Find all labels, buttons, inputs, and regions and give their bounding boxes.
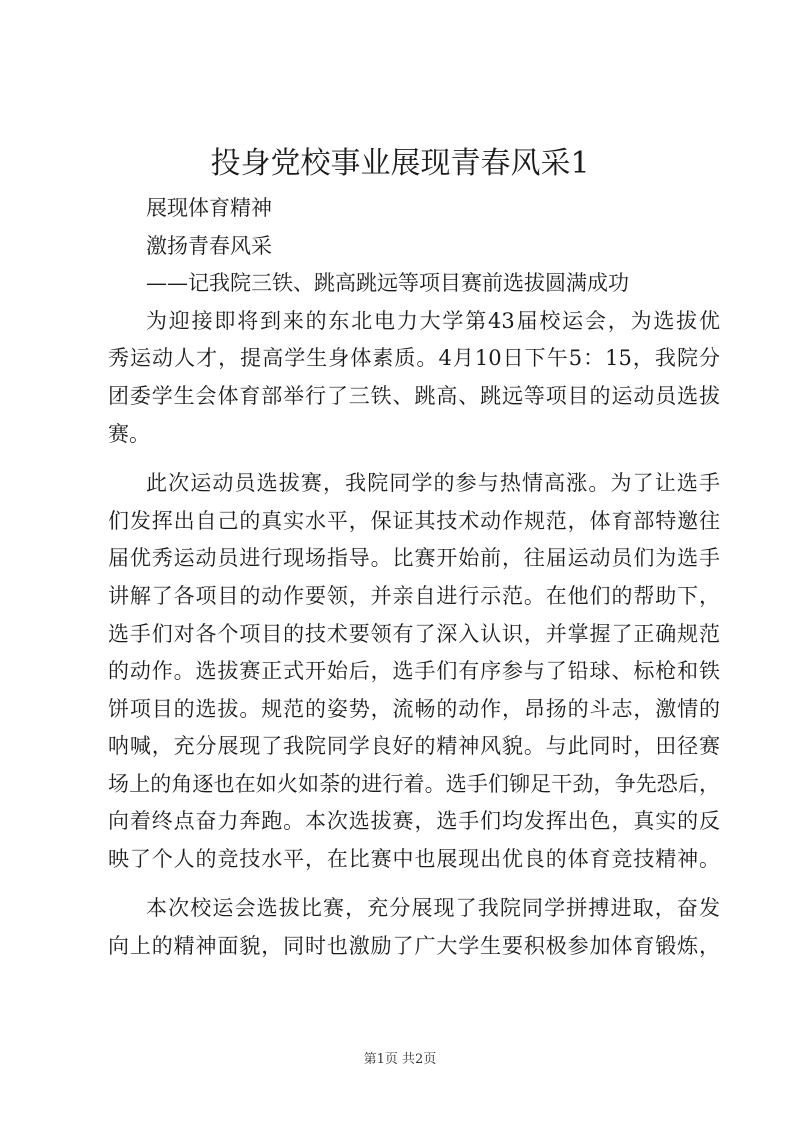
page-footer: 第1页 共2页	[363, 1052, 437, 1067]
paragraph-line: 们发挥出自己的真实水平，保证其技术动作规范，体育部特邀往	[108, 509, 720, 533]
paragraph-line: 饼项目的选拔。规范的姿势，流畅的动作，昂扬的斗志，激情的	[108, 697, 720, 721]
paragraph-line: 向着终点奋力奔跑。本次选拔赛，选手们均发挥出色，真实的反	[108, 809, 720, 833]
paragraph-line: 选手们对各个项目的技术要领有了深入认识，并掌握了正确规范	[108, 622, 720, 646]
paragraph-line: 场上的角逐也在如火如荼的进行着。选手们铆足干劲，争先恐后，	[108, 772, 720, 796]
paragraph-line: 赛。	[108, 422, 150, 446]
paragraph-line: 秀运动人才，提高学生身体素质。4月10日下午5：15，我院分	[108, 346, 720, 370]
paragraph-line: 的动作。选拔赛正式开始后，选手们有序参与了铅球、标枪和铁	[108, 659, 720, 683]
heading-line: 展现体育精神	[146, 196, 272, 220]
paragraph-line: 此次运动员选拔赛，我院同学的参与热情高涨。为了让选手	[146, 471, 720, 495]
paragraph-line: 呐喊，充分展现了我院同学良好的精神风貌。与此同时，田径赛	[108, 734, 720, 758]
subtitle-line: ——记我院三铁、跳高跳远等项目赛前选拔圆满成功	[146, 271, 629, 295]
paragraph-line: 团委学生会体育部举行了三铁、跳高、跳远等项目的运动员选拔	[108, 384, 720, 408]
paragraph-line: 届优秀运动员进行现场指导。比赛开始前，往届运动员们为选手	[108, 546, 720, 570]
heading-line: 激扬青春风采	[146, 234, 272, 258]
paragraph-line: 本次校运会选拔比赛，充分展现了我院同学拼搏进取，奋发	[146, 896, 720, 920]
paragraph-line: 为迎接即将到来的东北电力大学第43届校运会，为选拔优	[146, 309, 720, 333]
paragraph-line: 向上的精神面貌，同时也激励了广大学生要积极参加体育锻炼，	[108, 934, 720, 958]
paragraph-line: 讲解了各项目的动作要领，并亲自进行示范。在他们的帮助下，	[108, 584, 720, 608]
document-title: 投身党校事业展现青春风采1	[210, 146, 590, 181]
paragraph-line: 映了个人的竞技水平，在比赛中也展现出优良的体育竞技精神。	[108, 847, 720, 871]
